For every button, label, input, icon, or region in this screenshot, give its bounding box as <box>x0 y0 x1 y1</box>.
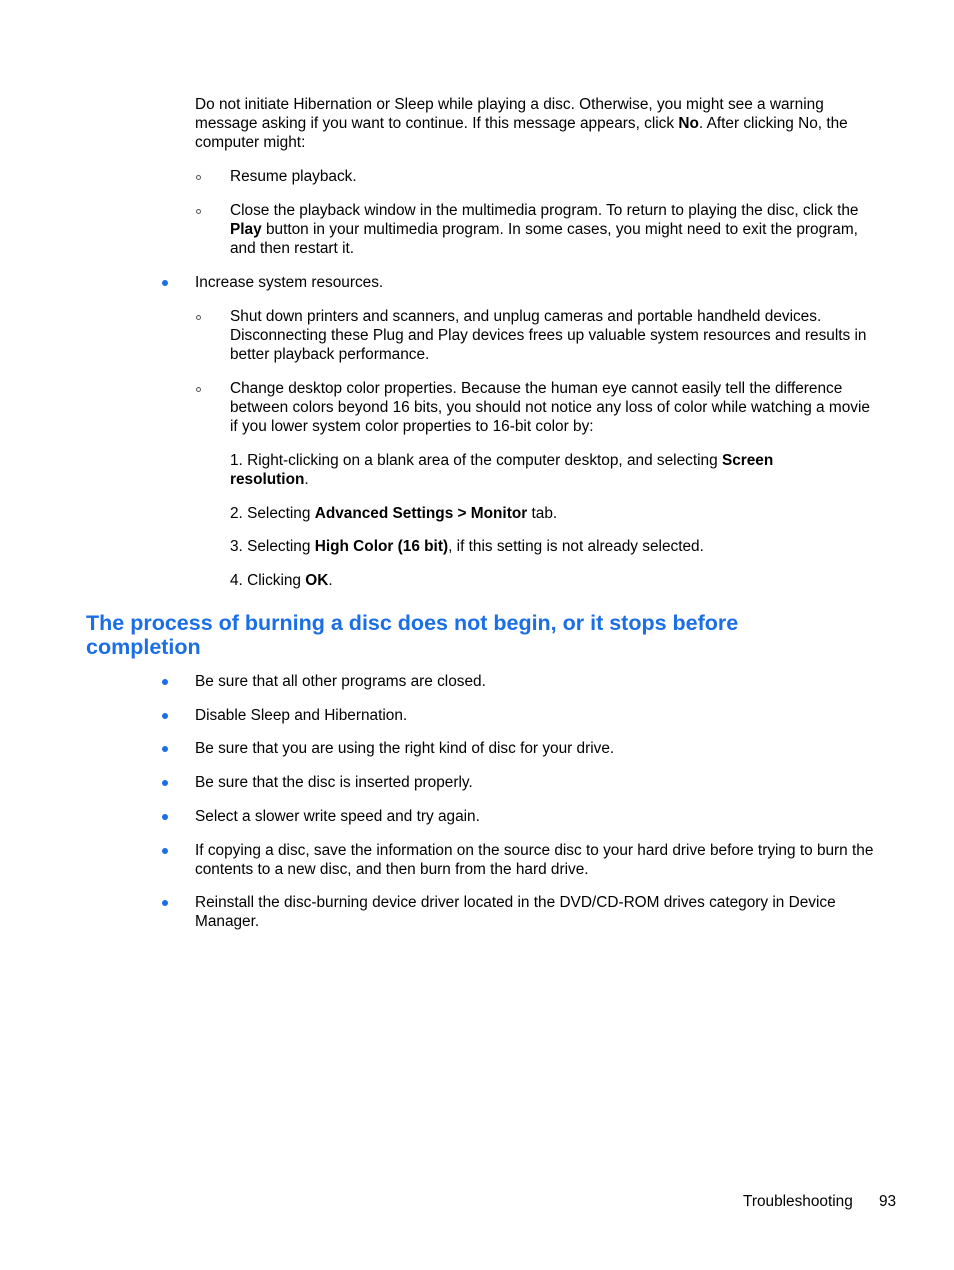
footer-section-name: Troubleshooting <box>743 1193 853 1210</box>
footer-page-number: 93 <box>879 1193 897 1210</box>
sub-item-resume: Resume playback. <box>230 168 357 185</box>
sub-bullet-icon <box>196 315 201 320</box>
sub-bullet-icon <box>196 175 201 180</box>
bullet-icon <box>162 746 168 752</box>
sub-item-shutdown: Shut down printers and scanners, and unplug cameras and portable handheld devices. Disconnecting these Plug and Play devices frees up valuable system resources and results in better playback performance. <box>230 308 867 363</box>
step-2: 2. Selecting Advanced Settings > Monitor tab. <box>230 505 558 522</box>
burn-bullet-6: If copying a disc, save the information on the source disc to your hard drive before trying to burn the contents to a new disc, and then burn from the hard drive. <box>195 842 874 878</box>
section-heading: The process of burning a disc does not begin, or it stops before completion <box>86 611 739 659</box>
burn-bullet-4: Be sure that the disc is inserted properly. <box>195 774 473 791</box>
bullet-icon <box>162 814 168 820</box>
sub-item-close: Close the playback window in the multimedia program. To return to playing the disc, click the Play button in your multimedia program. In some cases, you might need to exit the program, and then restart it. <box>230 202 859 257</box>
step-1: 1. Right-clicking on a blank area of the computer desktop, and selecting Screen resolution. <box>230 452 774 488</box>
burn-bullet-2: Disable Sleep and Hibernation. <box>195 707 408 724</box>
sub-bullet-icon <box>196 209 201 214</box>
bullet-icon <box>162 280 168 286</box>
burn-bullet-7: Reinstall the disc-burning device driver located in the DVD/CD-ROM drives category in Device Manager. <box>195 894 836 930</box>
sub-item-change-color: Change desktop color properties. Because the human eye cannot easily tell the difference between colors beyond 16 bits, you should not notice any loss of color while watching a movie if you lower system color properties to 16-bit color by: <box>230 380 870 435</box>
bullet-icon <box>162 848 168 854</box>
step-4: 4. Clicking OK. <box>230 572 333 589</box>
bullet-icon <box>162 780 168 786</box>
bullet-icon <box>162 679 168 685</box>
burn-bullet-3: Be sure that you are using the right kind of disc for your drive. <box>195 740 615 757</box>
burn-bullet-5: Select a slower write speed and try again. <box>195 808 480 825</box>
bullet-icon <box>162 713 168 719</box>
bullet-icon <box>162 900 168 906</box>
intro-paragraph: Do not initiate Hibernation or Sleep while playing a disc. Otherwise, you might see a warning message asking if you want to continue. If this message appears, click No. After clicking No, the computer might: <box>195 96 848 151</box>
step-3: 3. Selecting High Color (16 bit), if this setting is not already selected. <box>230 538 704 555</box>
sub-bullet-icon <box>196 387 201 392</box>
burn-bullet-1: Be sure that all other programs are closed. <box>195 673 486 690</box>
bullet-increase-resources: Increase system resources. <box>195 274 384 291</box>
